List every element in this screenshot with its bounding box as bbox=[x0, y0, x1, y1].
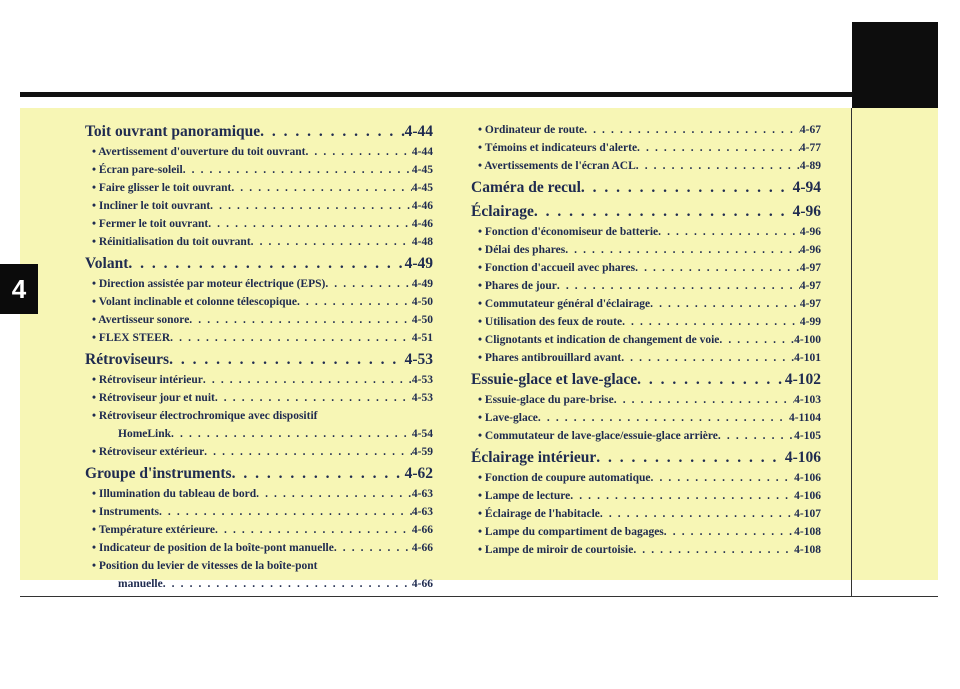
toc-entry-title: • Avertissement d'ouverture du toit ouvrant bbox=[92, 146, 306, 158]
toc-page-number: 4-45 bbox=[411, 164, 433, 176]
toc-column-left bbox=[85, 121, 433, 593]
toc-entry[interactable] bbox=[471, 223, 821, 241]
toc-entry[interactable] bbox=[85, 557, 433, 593]
toc-page-number: 4-66 bbox=[411, 524, 433, 536]
toc-entry[interactable] bbox=[471, 277, 821, 295]
toc-entry[interactable] bbox=[471, 295, 821, 313]
toc-entry[interactable] bbox=[85, 485, 433, 503]
bottom-rule bbox=[20, 596, 938, 597]
toc-leader bbox=[183, 161, 412, 179]
toc-page-number: 4-102 bbox=[784, 371, 821, 388]
toc-leader bbox=[600, 505, 794, 523]
toc-leader bbox=[635, 259, 800, 277]
toc-entry-title: • FLEX STEER bbox=[92, 332, 171, 344]
toc-leader bbox=[622, 313, 800, 331]
toc-page-number: 4-46 bbox=[411, 200, 433, 212]
toc-leader bbox=[215, 389, 412, 407]
toc-section-heading[interactable] bbox=[85, 463, 433, 485]
toc-entry[interactable] bbox=[85, 311, 433, 329]
toc-page-number: 4-105 bbox=[794, 430, 821, 442]
toc-entry[interactable] bbox=[85, 407, 433, 443]
toc-page-number: 4-53 bbox=[411, 392, 433, 404]
toc-leader bbox=[256, 485, 412, 503]
toc-entry[interactable] bbox=[471, 391, 821, 409]
toc-entry-title: • Température extérieure bbox=[92, 524, 216, 536]
toc-entry-title: • Avertissements de l'écran ACL bbox=[478, 160, 636, 172]
toc-entry-title: Essuie-glace et lave-glace bbox=[471, 371, 638, 388]
toc-entry[interactable] bbox=[471, 259, 821, 277]
toc-entry[interactable] bbox=[471, 241, 821, 259]
toc-leader bbox=[650, 295, 800, 313]
toc-entry-title: • Éclairage de l'habitacle bbox=[478, 508, 600, 520]
toc-leader bbox=[128, 253, 404, 275]
toc-entry[interactable] bbox=[471, 331, 821, 349]
toc-page-number: 4-59 bbox=[411, 446, 433, 458]
toc-entry-title: • Faire glisser le toit ouvrant bbox=[92, 182, 232, 194]
toc-entry-continued bbox=[85, 575, 433, 593]
toc-page-number: 4-49 bbox=[404, 255, 433, 272]
toc-entry-title: • Position du levier de vitesses de la boîte-pont bbox=[92, 560, 318, 572]
toc-leader bbox=[664, 523, 794, 541]
toc-page-number: 4-106 bbox=[794, 490, 821, 502]
toc-page-number: 4-89 bbox=[799, 160, 821, 172]
toc-entry-title: • Phares antibrouillard avant bbox=[478, 352, 622, 364]
toc-entry[interactable] bbox=[471, 139, 821, 157]
toc-entry-title: • Lampe de lecture bbox=[478, 490, 571, 502]
toc-page-number: 4-96 bbox=[799, 226, 821, 238]
toc-leader bbox=[297, 293, 412, 311]
toc-entry[interactable] bbox=[85, 233, 433, 251]
toc-leader bbox=[633, 541, 794, 559]
toc-page-number: 4-44 bbox=[411, 146, 433, 158]
toc-entry-title: • Commutateur général d'éclairage bbox=[478, 298, 651, 310]
toc-entry[interactable] bbox=[471, 469, 821, 487]
toc-entry[interactable] bbox=[85, 197, 433, 215]
toc-entry-title: • Utilisation des feux de route bbox=[478, 316, 623, 328]
toc-leader bbox=[204, 443, 412, 461]
toc-leader bbox=[210, 197, 412, 215]
toc-leader bbox=[163, 575, 412, 593]
toc-entry[interactable] bbox=[471, 349, 821, 367]
toc-entry-title: • Direction assistée par moteur électrique (EPS) bbox=[92, 278, 326, 290]
toc-leader bbox=[305, 143, 411, 161]
toc-entry-title: • Phares de jour bbox=[478, 280, 557, 292]
toc-entry[interactable] bbox=[471, 487, 821, 505]
toc-entry-title: Groupe d'instruments bbox=[85, 465, 232, 482]
toc-entry-title: Volant bbox=[85, 255, 129, 272]
toc-page-number: 4-96 bbox=[792, 203, 821, 220]
toc-entry-title-continued: manuelle bbox=[118, 578, 163, 590]
toc-section-heading[interactable] bbox=[85, 349, 433, 371]
toc-page-number: 4-49 bbox=[411, 278, 433, 290]
toc-section-heading[interactable] bbox=[471, 177, 821, 199]
toc-page-number: 4-100 bbox=[794, 334, 821, 346]
toc-entry-title: • Lampe du compartiment de bagages bbox=[478, 526, 664, 538]
toc-section-heading[interactable] bbox=[471, 369, 821, 391]
toc-leader bbox=[584, 121, 800, 139]
toc-page-number: 4-99 bbox=[799, 316, 821, 328]
toc-entry-title: • Instruments bbox=[92, 506, 159, 518]
toc-page-number: 4-63 bbox=[411, 488, 433, 500]
toc-page-number: 4-94 bbox=[792, 179, 821, 196]
toc-page-number: 4-66 bbox=[411, 578, 433, 590]
toc-entry-title: • Indicateur de position de la boîte-pont manuelle bbox=[92, 542, 334, 554]
toc-page-number: 4-97 bbox=[799, 298, 821, 310]
toc-section-heading[interactable] bbox=[85, 253, 433, 275]
toc-leader bbox=[231, 179, 412, 197]
toc-entry-title: • Avertisseur sonore bbox=[92, 314, 190, 326]
toc-entry[interactable] bbox=[85, 143, 433, 161]
toc-leader bbox=[565, 241, 800, 259]
toc-leader bbox=[208, 215, 412, 233]
toc-leader bbox=[719, 331, 794, 349]
toc-entry-title: • Rétroviseur extérieur bbox=[92, 446, 205, 458]
toc-entry-title: • Délai des phares bbox=[478, 244, 566, 256]
toc-entry-continued bbox=[85, 425, 433, 443]
toc-leader bbox=[170, 329, 412, 347]
toc-entry-title: • Rétroviseur électrochromique avec dispositif bbox=[92, 410, 318, 422]
toc-page-number: 4-106 bbox=[784, 449, 821, 466]
toc-entry[interactable] bbox=[471, 523, 821, 541]
toc-entry-title: • Rétroviseur jour et nuit bbox=[92, 392, 215, 404]
toc-page-number: 4-51 bbox=[411, 332, 433, 344]
toc-leader bbox=[538, 409, 789, 427]
toc-leader bbox=[621, 349, 794, 367]
toc-entry[interactable] bbox=[85, 215, 433, 233]
toc-page-number: 4-108 bbox=[794, 526, 821, 538]
toc-entry-title: Rétroviseurs bbox=[85, 351, 170, 368]
toc-entry[interactable] bbox=[85, 503, 433, 521]
toc-entry[interactable] bbox=[471, 427, 821, 445]
toc-page-number: 4-107 bbox=[794, 508, 821, 520]
toc-page-number: 4-77 bbox=[799, 142, 821, 154]
toc-leader bbox=[203, 371, 412, 389]
toc-entry-title: • Ordinateur de route bbox=[478, 124, 585, 136]
toc-entry[interactable] bbox=[85, 275, 433, 293]
toc-leader bbox=[557, 277, 800, 295]
toc-entry-title: • Rétroviseur intérieur bbox=[92, 374, 203, 386]
chapter-tab: 4 bbox=[0, 264, 38, 314]
top-rule bbox=[20, 92, 852, 97]
toc-leader bbox=[614, 391, 794, 409]
toc-leader bbox=[169, 349, 404, 371]
toc-leader bbox=[637, 139, 800, 157]
toc-entry[interactable] bbox=[85, 179, 433, 197]
toc-leader bbox=[260, 121, 404, 143]
toc-entry[interactable] bbox=[85, 443, 433, 461]
toc-entry[interactable] bbox=[85, 539, 433, 557]
toc-page-number: 4-106 bbox=[794, 472, 821, 484]
toc-leader bbox=[658, 223, 800, 241]
toc-page-number: 4-66 bbox=[411, 542, 433, 554]
toc-leader bbox=[325, 275, 412, 293]
toc-entry-title: Éclairage bbox=[471, 203, 534, 220]
toc-leader bbox=[159, 503, 412, 521]
toc-entry[interactable] bbox=[85, 293, 433, 311]
toc-leader bbox=[251, 233, 412, 251]
toc-leader bbox=[636, 157, 800, 175]
toc-entry-title: Éclairage intérieur bbox=[471, 449, 597, 466]
toc-page-number: 4-45 bbox=[411, 182, 433, 194]
toc-leader bbox=[534, 201, 793, 223]
toc-section-heading[interactable] bbox=[471, 447, 821, 469]
toc-entry-title: • Témoins et indicateurs d'alerte bbox=[478, 142, 638, 154]
toc-entry[interactable] bbox=[85, 371, 433, 389]
toc-leader bbox=[232, 463, 405, 485]
toc-page-number: 4-50 bbox=[411, 296, 433, 308]
toc-entry-title: • Fonction d'accueil avec phares bbox=[478, 262, 636, 274]
toc-leader bbox=[637, 369, 785, 391]
toc-entry-title: • Fonction d'économiseur de batterie bbox=[478, 226, 659, 238]
toc-entry[interactable] bbox=[471, 157, 821, 175]
toc-entry-title: • Clignotants et indication de changement de voie bbox=[478, 334, 720, 346]
toc-leader bbox=[334, 539, 412, 557]
toc-entry-title: Toit ouvrant panoramique bbox=[85, 123, 261, 140]
margin-rule bbox=[851, 108, 852, 596]
toc-page-number: 4-97 bbox=[799, 262, 821, 274]
toc-page-number: 4-97 bbox=[799, 280, 821, 292]
toc-entry[interactable] bbox=[85, 521, 433, 539]
toc-entry[interactable] bbox=[85, 161, 433, 179]
toc-page-number: 4-62 bbox=[404, 465, 433, 482]
toc-entry-title: • Lave-glace bbox=[478, 412, 538, 424]
toc-page-number: 4-54 bbox=[411, 428, 433, 440]
toc-leader bbox=[171, 425, 412, 443]
toc-entry[interactable] bbox=[471, 541, 821, 559]
toc-leader bbox=[570, 487, 794, 505]
toc-entry-title-continued: HomeLink bbox=[118, 428, 172, 440]
toc-entry[interactable] bbox=[85, 329, 433, 347]
toc-leader bbox=[581, 177, 793, 199]
toc-column-right bbox=[471, 121, 821, 559]
toc-section-heading[interactable] bbox=[85, 121, 433, 143]
toc-entry-title: • Commutateur de lave-glace/essuie-glace arrière bbox=[478, 430, 718, 442]
toc-entry-title: • Lampe de miroir de courtoisie bbox=[478, 544, 634, 556]
toc-leader bbox=[718, 427, 794, 445]
toc-page-number: 4-44 bbox=[404, 123, 433, 140]
toc-page-number: 4-48 bbox=[411, 236, 433, 248]
toc-leader bbox=[596, 447, 785, 469]
toc-page-number: 4-63 bbox=[411, 506, 433, 518]
toc-page-number: 4-53 bbox=[404, 351, 433, 368]
toc-entry-title: • Incliner le toit ouvrant bbox=[92, 200, 211, 212]
toc-page-number: 4-53 bbox=[411, 374, 433, 386]
toc-leader bbox=[189, 311, 412, 329]
toc-section-heading[interactable] bbox=[471, 201, 821, 223]
toc-page-number: 4-46 bbox=[411, 218, 433, 230]
toc-entry[interactable] bbox=[471, 409, 821, 427]
toc-page-number: 4-50 bbox=[411, 314, 433, 326]
toc-entry-title: • Illumination du tableau de bord bbox=[92, 488, 257, 500]
toc-page-number: 4-101 bbox=[794, 352, 821, 364]
toc-leader bbox=[651, 469, 795, 487]
toc-entry-title: • Fermer le toit ouvrant bbox=[92, 218, 209, 230]
toc-page-number: 4-108 bbox=[794, 544, 821, 556]
toc-leader bbox=[215, 521, 412, 539]
toc-entry-title: Caméra de recul bbox=[471, 179, 581, 196]
toc-entry[interactable] bbox=[85, 389, 433, 407]
toc-page-number: 4-67 bbox=[799, 124, 821, 136]
toc-entry[interactable] bbox=[471, 313, 821, 331]
toc-page-number: 4-96 bbox=[799, 244, 821, 256]
toc-entry-title: • Écran pare-soleil bbox=[92, 164, 183, 176]
toc-entry[interactable] bbox=[471, 121, 821, 139]
toc-entry-title: • Réinitialisation du toit ouvrant bbox=[92, 236, 251, 248]
toc-entry[interactable] bbox=[471, 505, 821, 523]
toc-entry-title: • Volant inclinable et colonne télescopique bbox=[92, 296, 297, 308]
corner-block bbox=[852, 22, 938, 108]
toc-page-number: 4-1104 bbox=[789, 412, 821, 424]
toc-entry-title: • Fonction de coupure automatique bbox=[478, 472, 651, 484]
toc-page-number: 4-103 bbox=[794, 394, 821, 406]
toc-entry-title: • Essuie-glace du pare-brise bbox=[478, 394, 614, 406]
